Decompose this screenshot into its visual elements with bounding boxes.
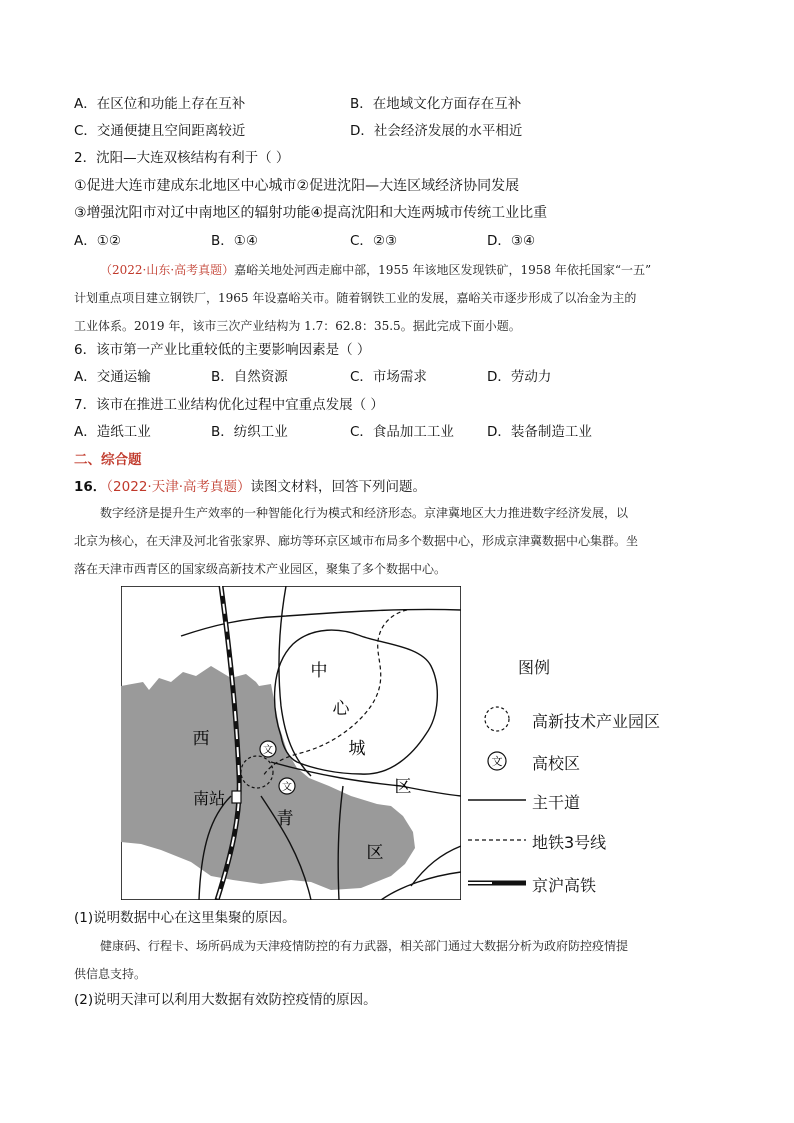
q16-material-line3: 落在天津市西青区的国家级高新技术产业园区，聚集了多个数据中心。 (74, 562, 447, 576)
q7-option-d: D．装备制造工业 (487, 424, 592, 440)
campus-marker (279, 778, 295, 794)
q16-sub2: (2)说明天津可以利用大数据有效防控疫情的原因。 (74, 992, 377, 1008)
q16-material2-line1: 健康码、行程卡、场所码成为天津疫情防控的有力武器，相关部门通过大数据分析为政府防控疫情提 (100, 939, 629, 953)
legend-item-metro-line-3 (462, 826, 642, 854)
passage-jiayuguan (74, 256, 736, 340)
district-label-qu-1: 区 (394, 777, 412, 797)
q7-option-a: A．造纸工业 (74, 424, 151, 440)
q16-material-paragraph (74, 499, 736, 583)
q2-statements-line2: ③增强沈阳市对辽中南地区的辐射功能④提高沈阳和大连两城市传统工业比重 (74, 205, 548, 221)
district-label-qing: 青 (276, 809, 294, 829)
q2-statements-line1: ①促进大连市建成东北地区中心城市②促进沈阳—大连区域经济协同发展 (74, 178, 520, 194)
legend-item-railway (462, 869, 642, 897)
q6-option-b: B．自然资源 (211, 369, 288, 385)
q16-material-line1: 数字经济是提升生产效率的一种智能化行为模式和经济形态。京津冀地区大力推进数字经济发展，以 (100, 506, 629, 520)
q7-option-c: C．食品加工工业 (350, 424, 454, 440)
campus-marker-label: 文 (263, 745, 273, 756)
q16-number: 16． (74, 479, 107, 495)
q16-material-paragraph-2 (74, 932, 736, 988)
q16-instruction: 读图文材料，回答下列问题。 (250, 479, 426, 495)
q16-source: （2022·天津·高考真题） (106, 479, 251, 495)
section-heading: 二、综合题 (74, 452, 142, 468)
q7-option-b: B．纺织工业 (211, 424, 288, 440)
legend-item-high-tech-park (462, 705, 661, 733)
district-label-zhong: 中 (310, 661, 328, 681)
tianjin-map (121, 586, 461, 900)
q1-option-d: D．社会经济发展的水平相近 (350, 123, 523, 139)
legend-label: 高新技术产业园区 (532, 712, 661, 731)
passage-source: （2022·山东·高考真题） (100, 263, 235, 277)
legend-label: 高校区 (532, 754, 581, 773)
q16-material2-line2: 供信息支持。 (74, 967, 147, 981)
legend-label: 京沪高铁 (532, 876, 597, 895)
q2-option-d: D．③④ (487, 233, 536, 249)
district-label-nanzhan: 南站 (192, 789, 226, 808)
q2-option-c: C．②③ (350, 233, 398, 249)
district-label-qu-2: 区 (366, 843, 384, 863)
legend-title: 图例 (518, 658, 551, 677)
q16-sub1: (1)说明数据中心在这里集聚的原因。 (74, 910, 296, 926)
legend-label: 地铁3号线 (532, 833, 607, 852)
dashed-circle-icon (462, 705, 522, 733)
dashed-line-icon (462, 826, 530, 854)
q16-material-line2: 北京为核心，在天津及河北省张家界、廊坊等环京区域市布局多个数据中心，形成京津冀数据中心集群。坐 (74, 534, 639, 548)
q1-option-b: B．在地域文化方面存在互补 (350, 96, 522, 112)
campus-icon (462, 747, 522, 775)
q2-stem: 2．沈阳—大连双核结构有利于（ ） (74, 150, 290, 166)
q6-stem: 6．该市第一产业比重较低的主要影响因素是（ ） (74, 342, 371, 358)
campus-icon-glyph: 文 (491, 755, 503, 768)
passage-text-line3: 工业体系。2019 年，该市三次产业结构为 1.7：62.8：35.5。据此完成下面小题。 (74, 319, 521, 333)
q1-option-a: A．在区位和功能上存在互补 (74, 96, 246, 112)
q2-option-b: B．①④ (211, 233, 258, 249)
campus-marker (260, 741, 276, 757)
legend-label: 主干道 (532, 793, 581, 812)
solid-line-icon (462, 786, 530, 814)
campus-marker-label: 文 (282, 782, 292, 793)
q6-option-c: C．市场需求 (350, 369, 427, 385)
main-road (411, 846, 461, 886)
q6-option-d: D．劳动力 (487, 369, 552, 385)
q1-option-c: C．交通便捷且空间距离较近 (74, 123, 246, 139)
south-station-marker (232, 791, 241, 803)
railway-icon (462, 869, 530, 897)
q2-option-a: A．①② (74, 233, 121, 249)
legend-item-campus (462, 747, 642, 775)
q7-stem: 7．该市在推进工业结构优化过程中宜重点发展（ ） (74, 397, 384, 413)
district-label-cheng: 城 (348, 739, 366, 759)
passage-text-line1: 嘉峪关地处河西走廊中部，1955 年该地区发现铁矿，1958 年依托国家“一五” (234, 263, 652, 277)
district-label-xi: 西 (192, 729, 210, 749)
map-legend (462, 655, 661, 905)
legend-item-main-road (462, 786, 642, 814)
passage-text-line2: 计划重点项目建立钢铁厂，1965 年设嘉峪关市。随着钢铁工业的发展，嘉峪关市逐步形成了以冶金为主的 (74, 291, 637, 305)
main-road (381, 872, 461, 900)
q16-stem (74, 477, 426, 497)
q6-option-a: A．交通运输 (74, 369, 151, 385)
district-label-xin: 心 (332, 699, 350, 719)
